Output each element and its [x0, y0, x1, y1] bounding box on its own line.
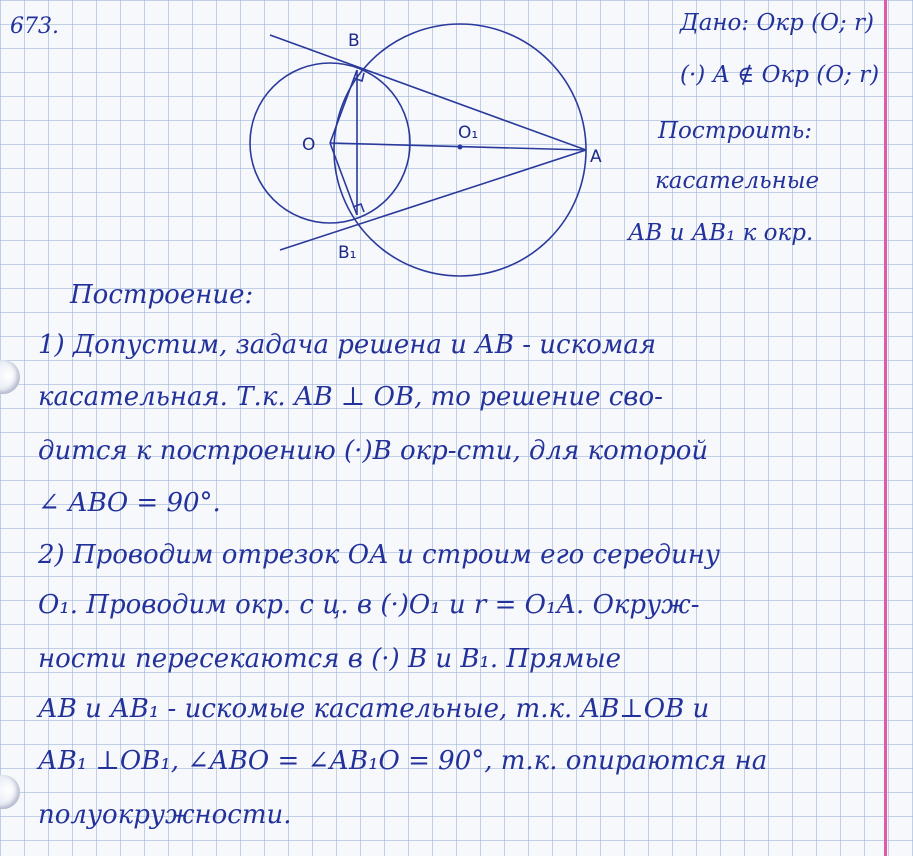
point-o1 — [458, 145, 463, 150]
task-line-1: касательные — [655, 168, 820, 194]
solution-line: АВ₁ ⊥ОВ₁, ∠АВО = ∠АВ₁О = 90°, т.к. опираются на — [38, 746, 768, 776]
radius-ob — [330, 70, 357, 143]
tangent-line-ab1 — [280, 150, 586, 250]
task-heading: Построить: — [658, 118, 813, 144]
circle-centered-o1 — [334, 24, 586, 276]
label-b: B — [348, 31, 360, 51]
geometry-diagram — [230, 10, 630, 280]
label-b1: B₁ — [338, 243, 357, 263]
given-line-2: (·) А ∉ Окр (О; r) — [680, 62, 880, 88]
given-line-1: Дано: Окр (О; r) — [680, 10, 874, 36]
solution-line: 1) Допустим, задача решена и АВ - искомая — [38, 330, 657, 360]
solution-line: дится к построению (·)В окр-сти, для которой — [38, 436, 709, 466]
label-o: O — [302, 135, 316, 155]
problem-number: 673. — [10, 14, 59, 39]
binder-hole-bottom — [0, 775, 20, 809]
solution-line: полуокружности. — [38, 800, 292, 830]
label-o1: O₁ — [458, 123, 479, 143]
solution-line: О₁. Проводим окр. с ц. в (·)О₁ и r = О₁А. Окруж- — [38, 590, 700, 620]
solution-line: АВ и АВ₁ - искомые касательные, т.к. АВ⊥ОВ и — [38, 694, 710, 724]
binder-hole-top — [0, 360, 20, 394]
radius-ob1 — [330, 143, 357, 215]
page-margin-line — [884, 0, 887, 856]
solution-line: 2) Проводим отрезок ОА и строим его середину — [38, 540, 720, 570]
task-line-2: АВ и АВ₁ к окр. — [628, 220, 814, 246]
solution-line: ности пересекаются в (·) В и В₁. Прямые — [38, 644, 622, 674]
label-a: A — [590, 147, 602, 167]
solution-heading: Построение: — [70, 280, 254, 310]
solution-line: касательная. Т.к. АВ ⊥ ОВ, то решение сво- — [38, 382, 663, 412]
solution-line: ∠ АВО = 90°. — [38, 488, 221, 518]
